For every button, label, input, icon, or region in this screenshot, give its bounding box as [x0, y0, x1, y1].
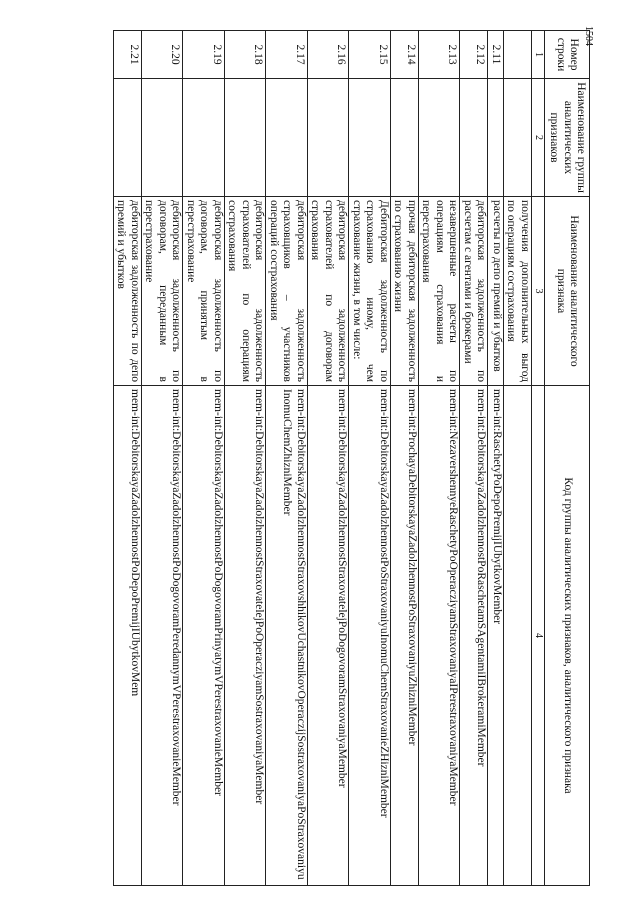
code-cell: mem-int:DebitorskayaZadolzhennostStraxovatelejPoDogovoramStraxovaniyaMember — [308, 386, 350, 886]
feature-name-cell: получения дополнительных выгод по операциям сострахования — [504, 197, 532, 386]
code-cell — [504, 386, 532, 886]
feature-name-cell: незавершенные расчеты по операциям страхования и перестрахования — [419, 197, 461, 386]
row-number-cell: 2.21 — [114, 31, 142, 79]
row-number-cell: 2.11 — [488, 31, 504, 79]
column-number: 1 — [532, 31, 545, 79]
group-name-cell — [391, 79, 419, 197]
table-row — [142, 31, 184, 886]
group-name-cell — [488, 79, 504, 197]
group-name-cell — [504, 79, 532, 197]
feature-name-cell: дебиторская задолженность по расчетам с агентами и брокерами — [460, 197, 488, 386]
row-number-cell: 2.17 — [266, 31, 308, 79]
group-name-cell — [419, 79, 461, 197]
page-number: 1504 — [583, 26, 594, 46]
header-feature-name: Наименование аналитического признака — [545, 197, 590, 386]
row-number-cell — [504, 31, 532, 79]
table-row — [488, 31, 504, 886]
column-number: 3 — [532, 197, 545, 386]
group-name-cell — [225, 79, 267, 197]
header-row-number: Номер строки — [545, 31, 590, 79]
group-name-cell — [142, 79, 184, 197]
row-number-cell: 2.18 — [225, 31, 267, 79]
code-cell: mem-int:DebitorskayaZadolzhennostPoStraxovaniyuInomuChemStraxovanieZHizniMember — [349, 386, 391, 886]
code-cell: mem-int:ProchayaDebitorskayaZadolzhennostPoStraxovaniyuZhizniMember — [391, 386, 419, 886]
table-row — [266, 31, 308, 886]
table-row — [308, 31, 350, 886]
code-cell: mem-int:DebitorskayaZadolzhennostStraxovatelejPoOperaczіyamSostraxovaniyaMember — [225, 386, 267, 886]
group-name-cell — [183, 79, 225, 197]
feature-name-cell: расчеты по депо премий и убытков — [488, 197, 504, 386]
table-row — [349, 31, 391, 886]
group-name-cell — [114, 79, 142, 197]
column-number-row — [532, 31, 545, 886]
table-row — [225, 31, 267, 886]
feature-name-cell: дебиторская задолженность по депо премий и убытков — [114, 197, 142, 386]
feature-name-cell: Дебиторская задолженность по страхованию иному, чем страхование жизни, в том числе: — [349, 197, 391, 386]
feature-name-cell: дебиторская задолженность страхователей по договорам страхования — [308, 197, 350, 386]
code-cell: mem-int:NezavershennyeRaschetyPoOperacziyamStraxovaniyaIPerestraxovaniyaMember — [419, 386, 461, 886]
table-row — [183, 31, 225, 886]
row-number-cell: 2.15 — [349, 31, 391, 79]
group-name-cell — [460, 79, 488, 197]
row-number-cell: 2.16 — [308, 31, 350, 79]
code-cell: mem-int:DebitorskayaZadolzhennostPoRaschetamSAgentamiIBrokeramiMember — [460, 386, 488, 886]
header-code: Код группы аналитических признаков, аналитического признака — [545, 386, 590, 886]
row-number-cell: 2.20 — [142, 31, 184, 79]
group-name-cell — [349, 79, 391, 197]
code-cell: mem-int:DebitorskayaZadolzhennostPoDogovoramPeredannymVPerestraxovanieMember — [142, 386, 184, 886]
table-row — [504, 31, 532, 886]
table-row — [391, 31, 419, 886]
header-group-name: Наименование группы аналитических признаков — [545, 79, 590, 197]
header-row — [545, 31, 590, 886]
group-name-cell — [266, 79, 308, 197]
code-cell: mem-int:DebitorskayaZadolzhennostPoDogovoramPrinyatymVPerestraxovanieMember — [183, 386, 225, 886]
table-row — [114, 31, 142, 886]
feature-name-cell: прочая дебиторская задолженность по страхованию жизни — [391, 197, 419, 386]
row-number-cell: 2.13 — [419, 31, 461, 79]
analytics-table — [113, 30, 590, 886]
column-number: 2 — [532, 79, 545, 197]
row-number-cell: 2.19 — [183, 31, 225, 79]
code-cell: mem-int:RaschetyPoDepoPremijIUbytkovMember — [488, 386, 504, 886]
feature-name-cell: дебиторская задолженность по договорам, переданным в перестрахование — [142, 197, 184, 386]
group-name-cell — [308, 79, 350, 197]
feature-name-cell: дебиторская задолженность страховщиков – участников операций сострахования — [266, 197, 308, 386]
row-number-cell: 2.14 — [391, 31, 419, 79]
code-cell: mem-int:DebitorskayaZadolzhennostStraxovshhikovUchastnikovOperaczijSostraxovaniyaPoStraxovaniyuInomuChemZhizniMember — [266, 386, 308, 886]
row-number-cell: 2.12 — [460, 31, 488, 79]
feature-name-cell: дебиторская задолженность по договорам, принятым в перестрахование — [183, 197, 225, 386]
code-cell: mem-int:DebitorskayaZadolzhennostPoDepoPremijIUbytkovMem — [114, 386, 142, 886]
column-number: 4 — [532, 386, 545, 886]
rotated-table-container — [90, 30, 590, 885]
table-row — [460, 31, 488, 886]
feature-name-cell: дебиторская задолженность страхователей по операциям сострахования — [225, 197, 267, 386]
table-row — [419, 31, 461, 886]
